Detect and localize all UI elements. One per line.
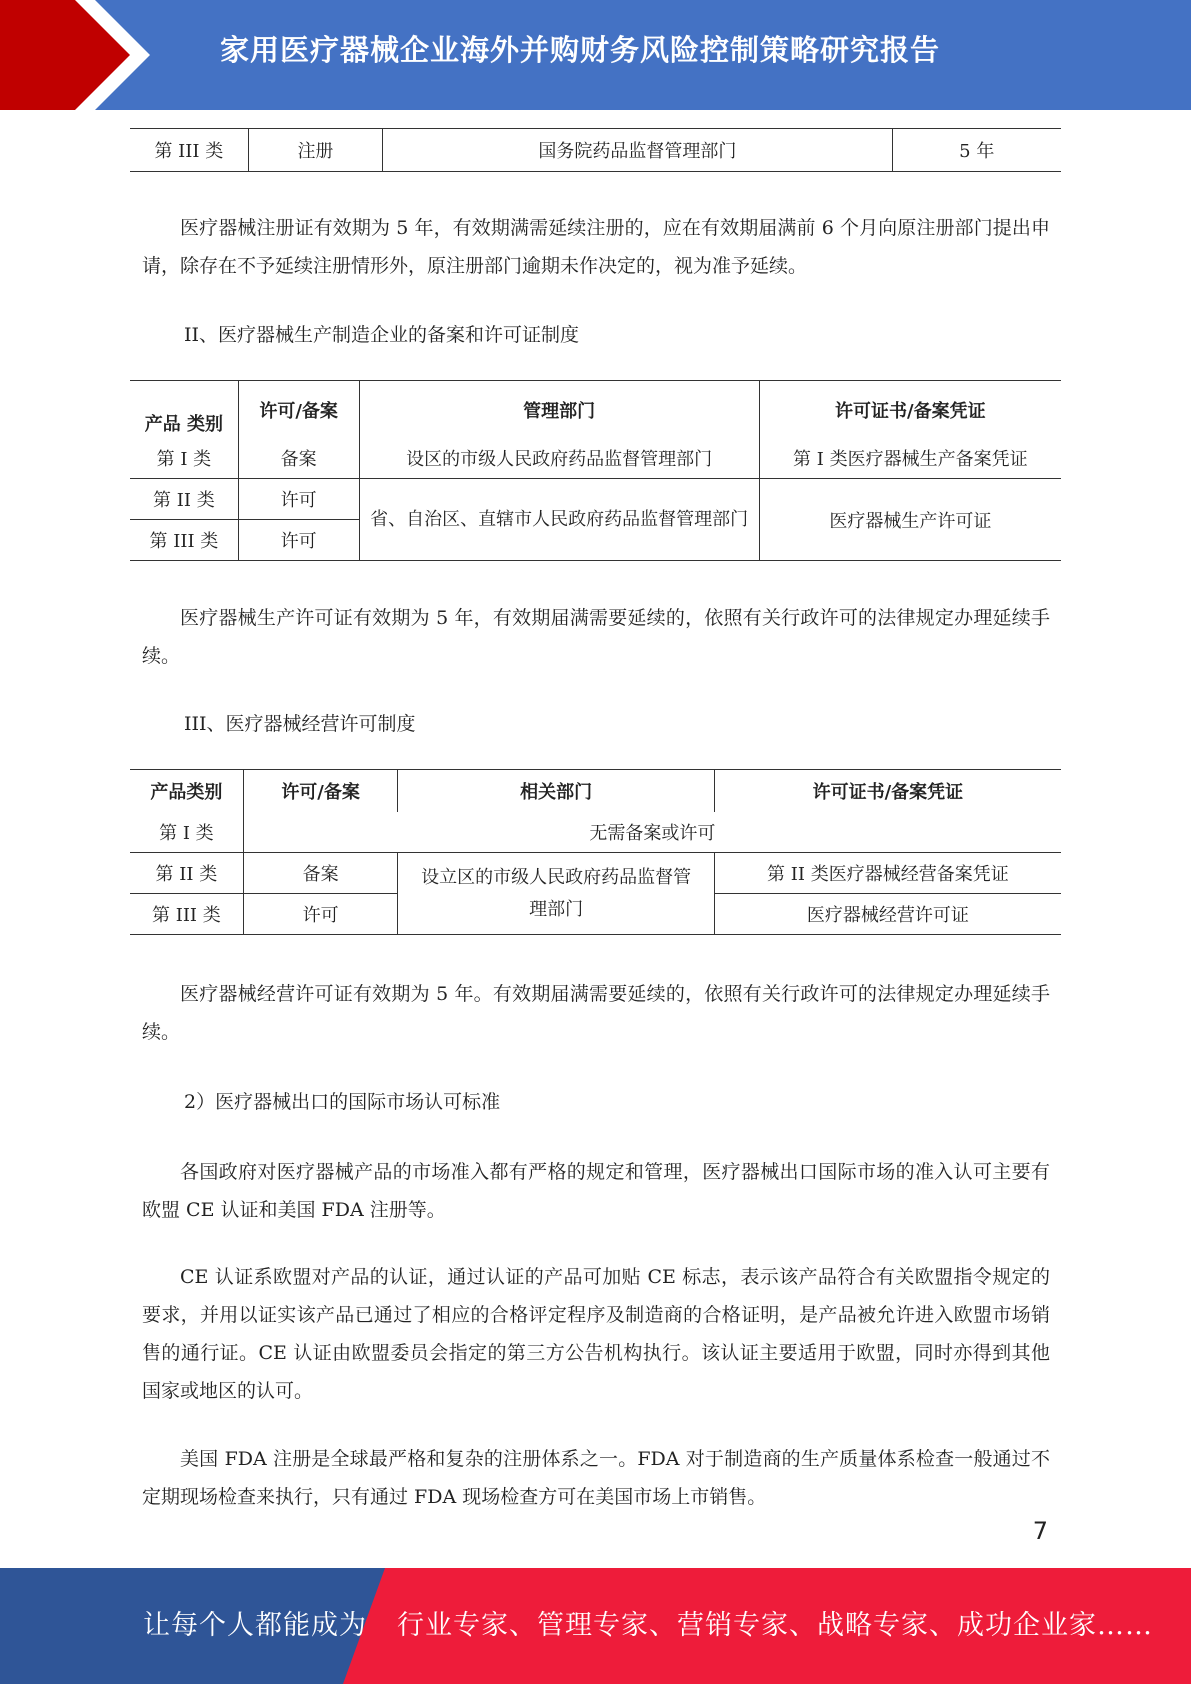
table-cell: 医疗器械生产许可证 [759, 479, 1061, 561]
table-cell: 5 年 [892, 129, 1061, 172]
report-title: 家用医疗器械企业海外并购财务风险控制策略研究报告 [220, 33, 941, 67]
table-cell: 省、自治区、直辖市人民政府药品监督管理部门 [359, 479, 759, 561]
paragraph-production-license-validity: 医疗器械生产许可证有效期为 5 年，有效期届满需要延续的，依照有关行政许可的法律规定办理延续手续。 [142, 607, 1050, 667]
column-header: 管理部门 [359, 381, 759, 439]
column-header: 许可证书/备案凭证 [759, 381, 1061, 439]
table-cell: 设区的市级人民政府药品监督管理部门 [359, 438, 759, 479]
table-cell: 许可 [238, 479, 359, 520]
table-cell: 第 I 类医疗器械生产备案凭证 [759, 438, 1061, 479]
table-row [130, 479, 1061, 520]
footer-slogan-left: 让每个人都能成为 [143, 1610, 367, 1641]
table-cell: 第 I 类 [130, 438, 238, 479]
table-header-row [130, 770, 1061, 813]
table-cell: 第 I 类 [130, 812, 243, 853]
table-cell: 许可 [243, 894, 398, 935]
table-cell: 无需备案或许可 [243, 812, 1061, 853]
table-row [130, 438, 1061, 479]
page-footer [0, 1568, 1191, 1684]
table-cell: 注册 [248, 129, 383, 172]
column-header: 产品类别 [130, 770, 243, 813]
registration-table-tail [130, 128, 1061, 172]
table-cell: 第 III 类 [154, 141, 224, 162]
column-header: 许可证书/备案凭证 [714, 770, 1061, 813]
page-number: 7 [1032, 1517, 1048, 1545]
paragraph-registration-validity: 医疗器械注册证有效期为 5 年，有效期满需延续注册的，应在有效期届满前 6 个月向原注册部门提出申请，除存在不予延续注册情形外，原注册部门逾期未作决定的，视为准予延续。 [142, 217, 1050, 277]
table-header-row [130, 381, 1061, 439]
table-row [130, 129, 1061, 172]
column-header: 相关部门 [398, 770, 714, 813]
table-cell: 第 II 类 [130, 479, 238, 520]
table-cell: 第 II 类 [130, 853, 243, 894]
table-cell: 许可 [238, 520, 359, 561]
paragraph-market-access: 各国政府对医疗器械产品的市场准入都有严格的规定和管理，医疗器械出口国际市场的准入认可主要有欧盟 CE 认证和美国 FDA 注册等。 [142, 1161, 1050, 1221]
table-cell: 备案 [243, 853, 398, 894]
table-cell: 设立区的市级人民政府药品监督管理部门 [398, 853, 714, 935]
business-license-table [130, 769, 1061, 935]
column-header: 产品 类别 [130, 381, 238, 439]
table-row [130, 812, 1061, 853]
paragraph-business-license-validity: 医疗器械经营许可证有效期为 5 年。有效期届满需要延续的，依照有关行政许可的法律规定办理延续手续。 [142, 983, 1050, 1043]
section-heading: III、医疗器械经营许可制度 [184, 713, 416, 735]
manufacturing-license-table [130, 380, 1061, 561]
section-heading: 2）医疗器械出口的国际市场认可标准 [184, 1091, 501, 1113]
page-header [0, 0, 1191, 110]
table-cell: 第 II 类医疗器械经营备案凭证 [714, 853, 1061, 894]
footer-slogan-right: 行业专家、管理专家、营销专家、战略专家、成功企业家…… [397, 1610, 1153, 1641]
table-cell: 第 III 类 [130, 520, 238, 561]
paragraph-fda-registration: 美国 FDA 注册是全球最严格和复杂的注册体系之一。FDA 对于制造商的生产质量体系检查一般通过不定期现场检查来执行，只有通过 FDA 现场检查方可在美国市场上市销售。 [142, 1448, 1050, 1508]
section-heading: II、医疗器械生产制造企业的备案和许可证制度 [184, 324, 580, 346]
column-header: 许可/备案 [243, 770, 398, 813]
paragraph-ce-certification: CE 认证系欧盟对产品的认证，通过认证的产品可加贴 CE 标志，表示该产品符合有关欧盟指令规定的要求，并用以证实该产品已通过了相应的合格评定程序及制造商的合格证明，是产品被允许进入欧盟市场销售的通行证。CE 认证由欧盟委员会指定的第三方公告机构执行。该认证主要适用于欧盟，同时亦得到其他国家或地区的认可。 [142, 1266, 1050, 1402]
column-header: 许可/备案 [238, 381, 359, 439]
header-arrow-decoration [0, 0, 160, 110]
table-cell: 第 III 类 [130, 894, 243, 935]
table-row [130, 853, 1061, 894]
table-cell: 医疗器械经营许可证 [714, 894, 1061, 935]
table-cell: 备案 [238, 438, 359, 479]
table-cell: 国务院药品监督管理部门 [383, 129, 892, 172]
